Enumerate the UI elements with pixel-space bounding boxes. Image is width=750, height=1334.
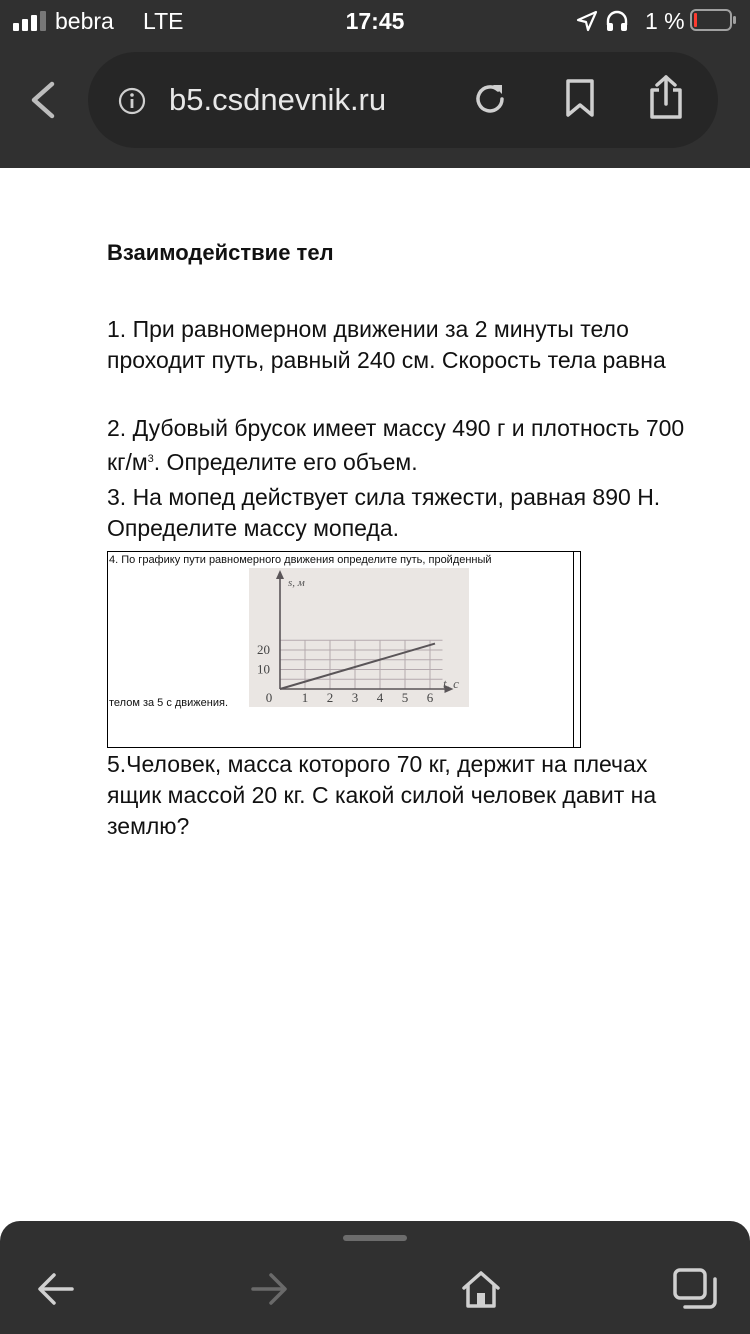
question-4-text: 4. По графику пути равномерного движения определите путь, пройденный bbox=[109, 554, 492, 566]
status-time: 17:45 bbox=[345, 8, 405, 34]
status-bar bbox=[0, 0, 750, 44]
carrier-name: bebra bbox=[55, 8, 114, 34]
question-5: 5.Человек, масса которого 70 кг, держит на плечах ящик массой 20 кг. С какой силой человек давит на землю? bbox=[107, 751, 657, 839]
y-axis-arrow bbox=[276, 570, 284, 579]
location-icon bbox=[576, 10, 598, 32]
question-4-text-end: телом за 5 с движения. bbox=[109, 697, 229, 709]
page-title: Взаимодействие тел bbox=[107, 240, 334, 265]
bookmark-icon[interactable] bbox=[563, 78, 597, 118]
x-tick-label: 0 bbox=[265, 690, 273, 705]
x-tick-label: 1 bbox=[301, 690, 309, 705]
y-tick-label: 10 bbox=[257, 661, 270, 677]
network-type: LTE bbox=[143, 8, 184, 34]
back-icon[interactable] bbox=[22, 78, 66, 122]
y-tick-label: 20 bbox=[257, 642, 270, 657]
x-tick-label: 2 bbox=[326, 690, 334, 705]
x-tick-label: 5 bbox=[401, 690, 409, 705]
question-3: 3. На мопед действует сила тяжести, равная 890 Н. Определите массу мопеда. bbox=[107, 484, 661, 541]
nav-forward-icon[interactable] bbox=[249, 1271, 289, 1307]
home-icon[interactable] bbox=[460, 1269, 502, 1309]
x-tick-label: 4 bbox=[376, 690, 384, 705]
info-icon[interactable] bbox=[118, 87, 146, 115]
distance-time-graph bbox=[249, 568, 469, 707]
tabs-icon[interactable] bbox=[672, 1267, 718, 1311]
x-tick-label: 6 bbox=[426, 690, 434, 705]
question-2: 2. Дубовый брусок имеет массу 490 г и плотность 700 $кг/м^3$. Определите его объем. bbox=[107, 415, 685, 475]
share-icon[interactable] bbox=[646, 74, 686, 120]
bottom-toolbar bbox=[0, 1221, 750, 1334]
url-bar[interactable] bbox=[88, 52, 718, 148]
y-axis-label: s, м bbox=[288, 577, 305, 589]
box-double-border bbox=[573, 551, 581, 748]
headphones-icon bbox=[605, 9, 629, 33]
drag-handle[interactable] bbox=[343, 1235, 407, 1241]
url-text[interactable]: b5.csdnevnik.ru bbox=[169, 82, 387, 117]
question-1: 1. При равномерном движении за 2 минуты тело проходит путь, равный 240 см. Скорость тела равна bbox=[107, 316, 666, 373]
reload-icon[interactable] bbox=[471, 80, 509, 118]
nav-back-icon[interactable] bbox=[36, 1271, 76, 1307]
top-chrome bbox=[0, 0, 750, 168]
question-4-box bbox=[107, 551, 581, 748]
battery-percent: 1 % bbox=[645, 8, 685, 34]
chart-svg bbox=[249, 568, 469, 707]
x-axis-label: t, с bbox=[443, 676, 459, 691]
battery-icon bbox=[690, 9, 736, 31]
x-tick-label: 3 bbox=[351, 690, 359, 705]
